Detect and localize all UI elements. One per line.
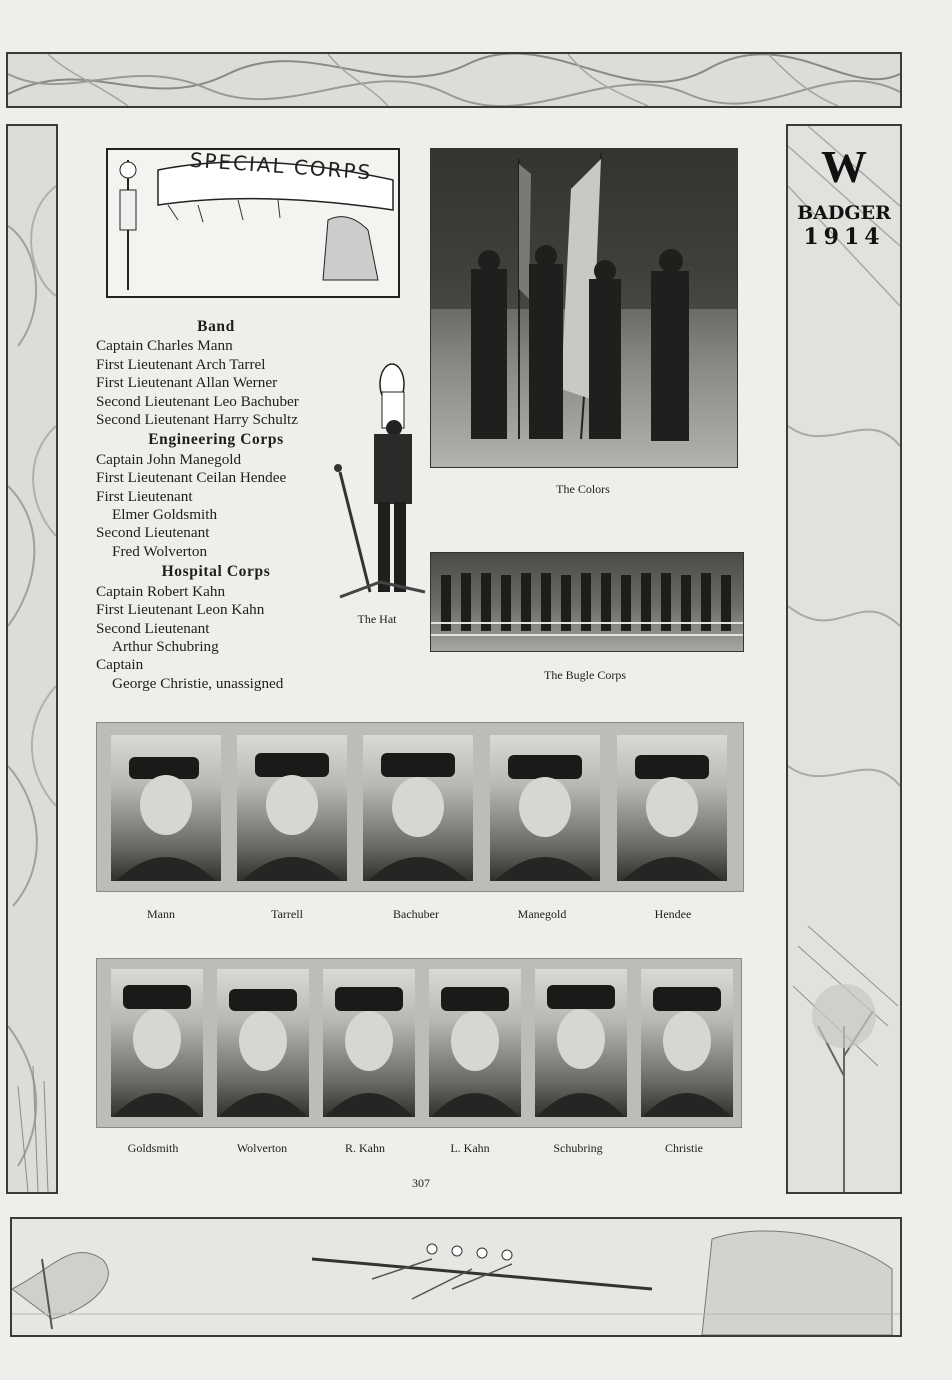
bottom-decorative-border bbox=[10, 1217, 902, 1337]
colors-caption: The Colors bbox=[556, 482, 610, 496]
portrait-photo bbox=[323, 969, 415, 1117]
page-number: 307 bbox=[412, 1176, 430, 1190]
roster-line: George Christie, unassigned bbox=[112, 674, 284, 692]
roster-line: First Lieutenant Leon Kahn bbox=[96, 601, 265, 619]
portrait-strip-row-2 bbox=[96, 958, 742, 1128]
portrait-photo bbox=[217, 969, 309, 1117]
roster-line: Captain bbox=[96, 656, 144, 674]
hat-figure bbox=[330, 362, 430, 602]
portrait-photo bbox=[237, 735, 347, 881]
top-decorative-border bbox=[6, 52, 902, 108]
portrait-name: Manegold bbox=[517, 907, 567, 921]
yearbook-name: BADGER bbox=[797, 202, 891, 224]
roster-line: Second Lieutenant Harry Schultz bbox=[96, 411, 299, 429]
portrait-photo bbox=[490, 735, 600, 881]
bugle-corps-caption: The Bugle Corps bbox=[544, 668, 626, 682]
roster-line: Captain John Manegold bbox=[96, 450, 242, 468]
roster-line: First Lieutenant Ceilan Hendee bbox=[96, 469, 287, 487]
portrait-name: Schubring bbox=[553, 1141, 603, 1155]
roster-line: Second Lieutenant bbox=[96, 524, 210, 542]
portrait-photo bbox=[617, 735, 727, 881]
officer-roster bbox=[96, 316, 336, 693]
portrait-name: Christie bbox=[665, 1141, 703, 1155]
portrait-name: Wolverton bbox=[236, 1141, 288, 1155]
portrait-strip-row-1 bbox=[96, 722, 744, 892]
roster-line: First Lieutenant Allan Werner bbox=[96, 374, 278, 392]
portrait-name: Tarrell bbox=[271, 907, 303, 921]
roster-line: First Lieutenant Arch Tarrel bbox=[96, 355, 266, 373]
roster-line: Captain Charles Mann bbox=[96, 337, 233, 355]
roster-line: Fred Wolverton bbox=[112, 542, 208, 560]
bugle-corps-photo bbox=[430, 552, 744, 652]
portrait-name: R. Kahn bbox=[345, 1141, 385, 1155]
portrait-photo bbox=[111, 969, 203, 1117]
engineering-corps-title: Engineering Corps bbox=[148, 431, 284, 449]
right-decorative-border bbox=[786, 124, 902, 1194]
portrait-photo bbox=[641, 969, 733, 1117]
yearbook-year: 1914 bbox=[803, 224, 885, 250]
roster-line: Second Lieutenant Leo Bachuber bbox=[96, 392, 299, 410]
portrait-photo bbox=[363, 735, 473, 881]
roster-line: First Lieutenant bbox=[96, 487, 193, 505]
yearbook-w-letter: W bbox=[821, 141, 867, 192]
hospital-corps-title: Hospital Corps bbox=[161, 563, 271, 581]
hat-caption: The Hat bbox=[357, 612, 397, 626]
special-corps-banner-text: SPECIAL CORPS bbox=[188, 147, 374, 185]
portrait-name: Mann bbox=[147, 907, 175, 921]
portrait-name: Bachuber bbox=[393, 907, 439, 921]
band-title: Band bbox=[197, 318, 235, 335]
left-decorative-border bbox=[6, 124, 58, 1194]
portrait-name: Hendee bbox=[654, 907, 692, 921]
portrait-name: L. Kahn bbox=[450, 1141, 490, 1155]
portrait-name: Goldsmith bbox=[127, 1141, 179, 1155]
colors-photo bbox=[430, 148, 738, 468]
roster-line: Elmer Goldsmith bbox=[112, 506, 218, 524]
roster-line: Captain Robert Kahn bbox=[96, 582, 226, 600]
portrait-photo bbox=[535, 969, 627, 1117]
portrait-photo bbox=[111, 735, 221, 881]
roster-line: Second Lieutenant bbox=[96, 619, 210, 637]
roster-line: Arthur Schubring bbox=[112, 637, 219, 655]
portrait-photo bbox=[429, 969, 521, 1117]
